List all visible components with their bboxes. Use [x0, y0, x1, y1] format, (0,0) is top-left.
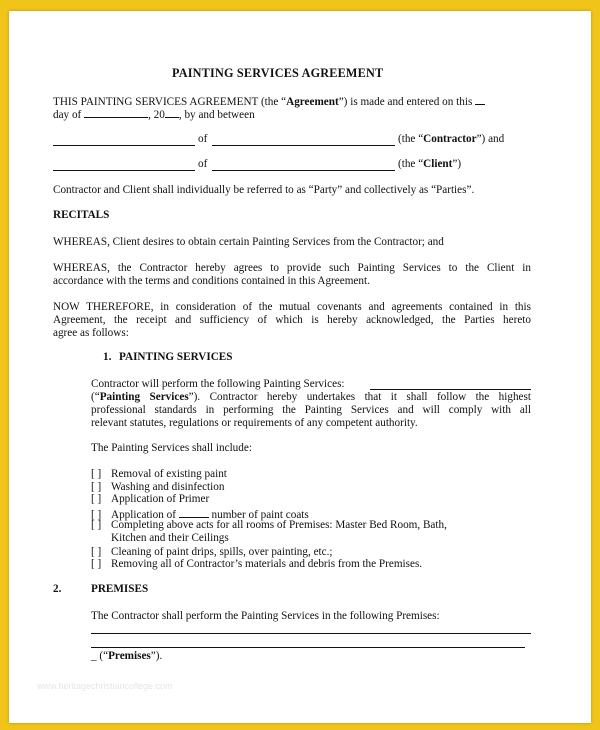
- section-1-heading: PAINTING SERVICES: [119, 351, 233, 363]
- checklist-item: [ ] Cleaning of paint drips, spills, over painting, etc.;: [91, 546, 333, 558]
- contractor-of: of: [198, 133, 208, 145]
- premises-term: Premises: [108, 650, 151, 662]
- section-2-line-1: The Contractor shall perform the Painting Services in the following Premises:: [91, 610, 440, 622]
- section-2-heading: PREMISES: [91, 583, 149, 595]
- contractor-term: Contractor: [423, 133, 477, 145]
- premises-blank-1[interactable]: [91, 633, 531, 634]
- checkbox[interactable]: [ ]: [91, 546, 102, 558]
- services-include-label: The Painting Services shall include:: [91, 442, 252, 454]
- section-1-line-1: Contractor will perform the following Painting Services:: [91, 378, 345, 390]
- document-page: [9, 11, 591, 723]
- contractor-name-blank[interactable]: [53, 145, 195, 146]
- premises-designation: _ (“Premises”).: [91, 650, 163, 662]
- premises-blank-2[interactable]: [91, 647, 525, 648]
- client-of: of: [198, 158, 208, 170]
- party-definition: Contractor and Client shall individually be referred to as “Party” and collectively as “Parties”.: [53, 184, 475, 196]
- intro-day-of: day of: [53, 109, 82, 121]
- section-2-number: 2.: [53, 583, 62, 595]
- intro-year-prefix: , 20: [148, 109, 165, 121]
- paint-coats-suffix: number of paint coats: [211, 509, 309, 521]
- checkbox[interactable]: [ ]: [91, 493, 102, 505]
- checklist-item-continuation: Kitchen and their Ceilings: [111, 532, 229, 544]
- intro-agreement-term: Agreement: [286, 96, 339, 108]
- intro-year-blank[interactable]: [165, 107, 179, 118]
- checklist-item: [ ] Washing and disinfection: [91, 481, 225, 493]
- intro-text-2: ”) is made and entered on this: [338, 96, 473, 108]
- checkbox[interactable]: [ ]: [91, 468, 102, 480]
- painting-services-term: Painting Services: [99, 391, 189, 403]
- checkbox[interactable]: [ ]: [91, 519, 102, 531]
- section-1-line-4: relevant statutes, regulations or requirements of any competent authority.: [91, 417, 418, 429]
- checklist-item: [ ] Completing above acts for all rooms of Premises: Master Bed Room, Bath,: [91, 519, 447, 531]
- checklist-item: [ ] Application of number of paint coats: [91, 509, 309, 521]
- client-designation: (the “Client”): [398, 158, 462, 170]
- watermark: www.heritagechristiancollege.com: [37, 681, 173, 691]
- intro-by-between: , by and between: [178, 109, 255, 121]
- contractor-designation: (the “Contractor”) and: [398, 133, 505, 145]
- whereas-1: WHEREAS, Client desires to obtain certain Painting Services from the Contractor; and: [53, 236, 444, 248]
- client-name-blank[interactable]: [53, 170, 195, 171]
- intro-text-1: THIS PAINTING SERVICES AGREEMENT (the “: [53, 96, 287, 108]
- now-therefore-line-1: NOW THEREFORE, in consideration of the mutual covenants and agreements contained in this: [53, 301, 531, 313]
- recitals-heading: RECITALS: [53, 209, 110, 221]
- now-therefore-line-3: agree as follows:: [53, 327, 129, 339]
- section-1-number: 1.: [103, 351, 112, 363]
- painting-services-blank[interactable]: [370, 389, 531, 390]
- client-term: Client: [423, 158, 453, 170]
- checklist-item: [ ] Removing all of Contractor’s materials and debris from the Premises.: [91, 558, 423, 570]
- checkbox[interactable]: [ ]: [91, 558, 102, 570]
- checklist-item: [ ] Removal of existing paint: [91, 468, 227, 480]
- intro-line-2: [53, 107, 255, 122]
- intro-month-blank[interactable]: [84, 107, 148, 118]
- checkbox[interactable]: [ ]: [91, 509, 102, 521]
- paint-coats-blank[interactable]: [179, 507, 209, 518]
- client-address-blank[interactable]: [212, 170, 395, 171]
- whereas-2-line-1: WHEREAS, the Contractor hereby agrees to provide such Painting Services to the Client in: [53, 262, 531, 274]
- now-therefore-line-2: Agreement, the receipt and sufficiency of which is hereby acknowledged, the Parties hereto: [53, 314, 531, 326]
- whereas-2-line-2: accordance with the terms and conditions contained in this Agreement.: [53, 275, 370, 287]
- section-1-line-3: professional standards in performing the Painting Services and will comply with all: [91, 404, 531, 416]
- contractor-address-blank[interactable]: [212, 145, 395, 146]
- checklist-item: [ ] Application of Primer: [91, 493, 210, 505]
- section-1-line-2: (“Painting Services”). Contractor hereby undertakes that it shall follow the highest: [91, 391, 531, 403]
- intro-day-blank[interactable]: [475, 94, 485, 105]
- checkbox[interactable]: [ ]: [91, 481, 102, 493]
- document-title: PAINTING SERVICES AGREEMENT: [172, 66, 384, 80]
